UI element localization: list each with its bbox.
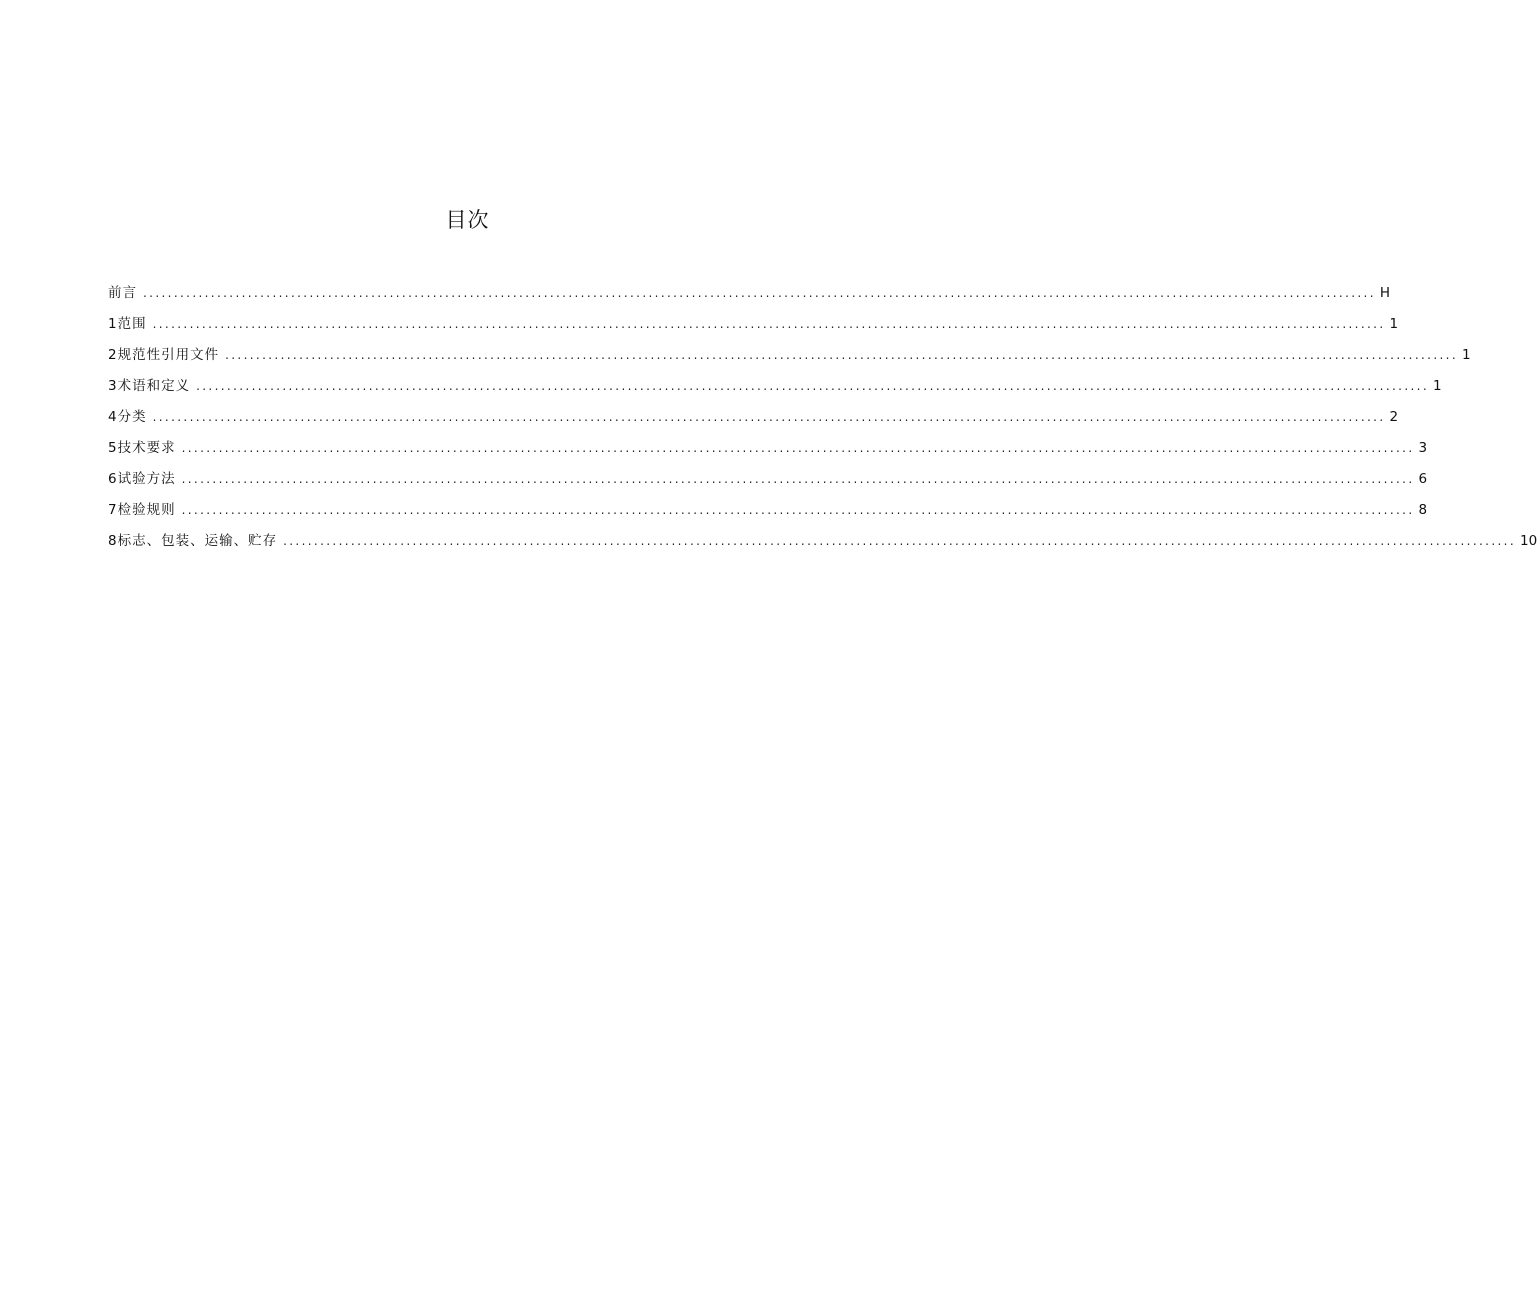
dot-leader: ........................................................................................................................................................................................................ bbox=[225, 348, 1458, 362]
toc-entry-technical-requirements[interactable] bbox=[108, 438, 1428, 469]
table-of-contents bbox=[108, 283, 1537, 562]
toc-entry-scope[interactable] bbox=[108, 314, 1399, 345]
toc-entry-foreword[interactable] bbox=[108, 283, 1391, 314]
toc-entry-page: 3 bbox=[1418, 440, 1428, 456]
dot-leader: ........................................................................................................................................................................................................ bbox=[152, 317, 1386, 331]
toc-entry-label: 1范围 bbox=[108, 316, 147, 332]
dot-leader: ........................................................................................................................................................................................................ bbox=[196, 379, 1429, 393]
toc-entry-marking-packaging-transport-storage[interactable] bbox=[108, 531, 1537, 562]
toc-entry-label: 3术语和定义 bbox=[108, 378, 191, 394]
toc-entry-label: 前言 bbox=[108, 285, 137, 301]
toc-entry-test-methods[interactable] bbox=[108, 469, 1428, 500]
toc-entry-label: 6试验方法 bbox=[108, 471, 176, 487]
dot-leader: ........................................................................................................................................................................................................ bbox=[181, 441, 1415, 455]
toc-entry-page: 10 bbox=[1519, 533, 1537, 549]
toc-title: 目次 bbox=[445, 208, 490, 232]
toc-entry-classification[interactable] bbox=[108, 407, 1399, 438]
dot-leader: ........................................................................................................................................................................................................ bbox=[283, 534, 1516, 548]
toc-entry-label: 5技术要求 bbox=[108, 440, 176, 456]
toc-entry-label: 7检验规则 bbox=[108, 502, 176, 518]
toc-entry-page: 6 bbox=[1418, 471, 1428, 487]
toc-entry-label: 4分类 bbox=[108, 409, 147, 425]
toc-entry-page: 2 bbox=[1389, 409, 1399, 425]
toc-entry-page: 1 bbox=[1389, 316, 1399, 332]
dot-leader: ........................................................................................................................................................................................................ bbox=[181, 472, 1415, 486]
toc-entry-terms-definitions[interactable] bbox=[108, 376, 1442, 407]
toc-entry-page: H bbox=[1379, 285, 1391, 301]
toc-entry-page: 1 bbox=[1432, 378, 1442, 394]
dot-leader: ........................................................................................................................................................................................................ bbox=[152, 410, 1386, 424]
dot-leader: ........................................................................................................................................................................................................ bbox=[143, 286, 1376, 300]
toc-entry-page: 1 bbox=[1461, 347, 1471, 363]
toc-entry-label: 8标志、包装、运输、贮存 bbox=[108, 533, 278, 549]
toc-entry-page: 8 bbox=[1418, 502, 1428, 518]
dot-leader: ........................................................................................................................................................................................................ bbox=[181, 503, 1415, 517]
toc-entry-label: 2规范性引用文件 bbox=[108, 347, 220, 363]
toc-entry-normative-references[interactable] bbox=[108, 345, 1471, 376]
toc-entry-inspection-rules[interactable] bbox=[108, 500, 1428, 531]
